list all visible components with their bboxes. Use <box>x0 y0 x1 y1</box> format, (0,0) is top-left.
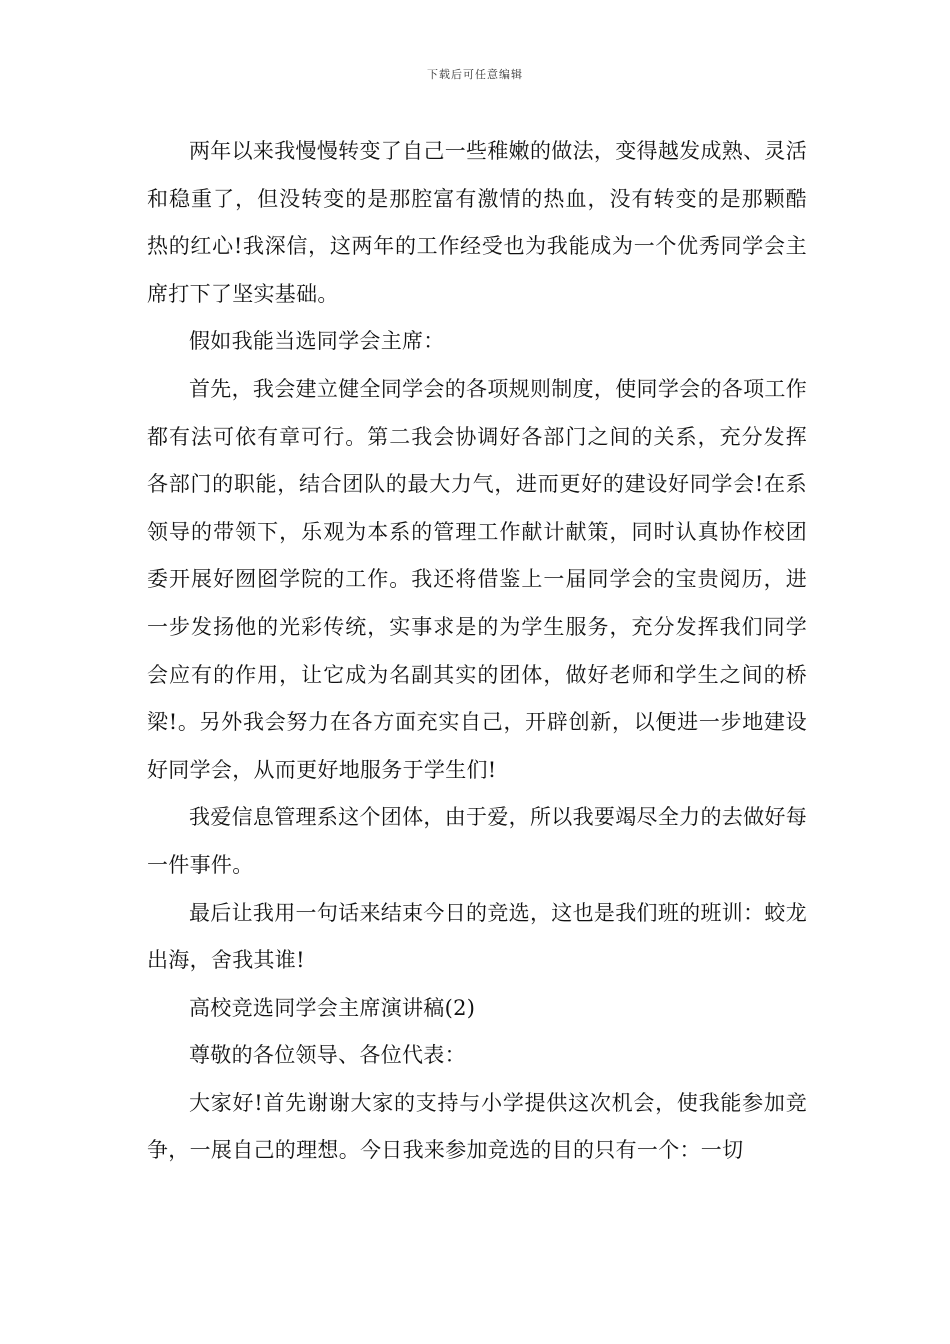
document-body <box>147 128 807 1175</box>
paragraph-if-elected: 假如我能当选同学会主席： <box>189 329 445 354</box>
paragraph-closing-motto: 最后让我用一句话来结束今日的竞选，这也是我们班的班训：蛟龙出海，舍我其谁! <box>147 900 807 973</box>
paragraph-opening: 大家好!首先谢谢大家的支持与小学提供这次机会，使我能参加竞争，一展自己的理想。今日我来参加竞选的目的只有一个：一切 <box>147 1090 807 1163</box>
paragraph-growth: 两年以来我慢慢转变了自己一些稚嫩的做法，变得越发成熟、灵活和稳重了，但没转变的是那腔富有激情的热血，没有转变的是那颗酷热的红心!我深信，这两年的工作经受也为我能成为一个优秀同学会主席打下了坚实基础。 <box>147 139 807 306</box>
section-title: 高校竞选同学会主席演讲稿(2) <box>189 995 476 1020</box>
paragraph-plans: 首先，我会建立健全同学会的各项规则制度，使同学会的各项工作都有法可依有章可行。第二我会协调好各部门之间的关系，充分发挥各部门的职能，结合团队的最大力气，进而更好的建设好同学会!在系领导的带领下，乐观为本系的管理工作献计献策，同时认真协作校团委开展好囫囵学院的工作。我还将借鉴上一届同学会的宝贵阅历，进一步发扬他的光彩传统，实事求是的为学生服务，充分发挥我们同学会应有的作用，让它成为名副其实的团体，做好老师和学生之间的桥梁!。另外我会努力在各方面充实自己，开辟创新，以便进一步地建设好同学会，从而更好地服务于学生们! <box>147 376 807 782</box>
salutation: 尊敬的各位领导、各位代表： <box>189 1043 466 1068</box>
page-header: 下载后可任意编辑 <box>427 68 523 81</box>
paragraph-love-department: 我爱信息管理系这个团体，由于爱，所以我要竭尽全力的去做好每一件事件。 <box>147 805 807 877</box>
